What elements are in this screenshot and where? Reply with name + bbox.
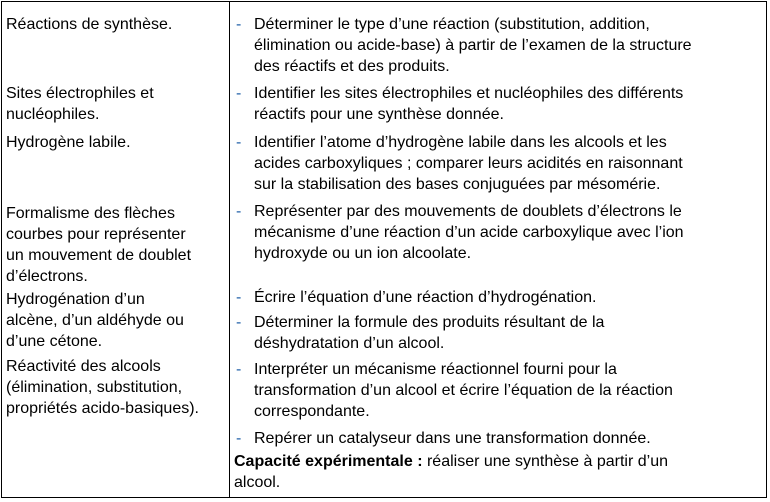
bullet-dash: -	[236, 203, 242, 220]
experimental-text-line1: réaliser une synthèse à partir d’un	[422, 453, 668, 470]
capacity-line: Identifier l’atome d’hydrogène labile dans les alcools et les	[254, 134, 667, 151]
notion-line: alcène, d’un aldéhyde ou	[6, 312, 184, 329]
capacity-line: Interpréter un mécanisme réactionnel fourni pour la	[254, 361, 617, 378]
notion-line: propriétés acido-basiques).	[6, 400, 199, 417]
capacity-line: correspondante.	[254, 403, 370, 420]
experimental-text-line2: alcool.	[234, 474, 281, 491]
capacity-line: des réactifs et des produits.	[254, 58, 450, 75]
experimental-capacity	[234, 451, 668, 472]
notion-line: courbes pour représenter	[6, 226, 186, 243]
experimental-label: Capacité expérimentale :	[234, 453, 423, 470]
bullet-dash: -	[236, 289, 242, 306]
capacity-line: sur la stabilisation des bases conjuguées par mésomérie.	[254, 176, 661, 193]
column-divider	[229, 1, 230, 498]
capacity-line: transformation d’un alcool et écrire l’équation de la réaction	[254, 382, 673, 399]
capacity-line: Repérer un catalyseur dans une transformation donnée.	[254, 430, 651, 447]
notion-line: Sites électrophiles et	[6, 85, 154, 102]
capacity-line: acides carboxyliques ; comparer leurs acidités en raisonnant	[254, 155, 683, 172]
notion-line: Formalisme des flèches	[6, 205, 175, 222]
capacity-line: Écrire l’équation d’une réaction d’hydrogénation.	[254, 289, 597, 306]
bullet-dash: -	[236, 134, 242, 151]
bullet-dash: -	[236, 314, 242, 331]
capacity-line: Déterminer la formule des produits résultant de la	[254, 314, 605, 331]
notion-line: Hydrogène labile.	[6, 134, 131, 151]
notion-line: (élimination, substitution,	[6, 379, 183, 396]
bullet-dash: -	[236, 361, 242, 378]
bullet-dash: -	[236, 430, 242, 447]
capacity-line: déshydratation d’un alcool.	[254, 335, 445, 352]
capacity-line: Déterminer le type d’une réaction (substitution, addition,	[254, 16, 650, 33]
notion-line: Réactivité des alcools	[6, 358, 161, 375]
notion-line: un mouvement de doublet	[6, 247, 192, 264]
capacity-line: élimination ou acide-base) à partir de l’examen de la structure	[254, 37, 692, 54]
notion-line: Réactions de synthèse.	[6, 16, 173, 33]
notion-line: d’électrons.	[6, 268, 88, 285]
notion-line: nucléophiles.	[6, 106, 100, 123]
capacity-line: réactifs pour une synthèse donnée.	[254, 106, 504, 123]
notion-line: Hydrogénation d’un	[6, 291, 145, 308]
bullet-dash: -	[236, 85, 242, 102]
capacity-line: hydroxyde ou un ion alcoolate.	[254, 245, 472, 262]
capacity-line: mécanisme d’une réaction d’un acide carboxylique avec l’ion	[254, 224, 684, 241]
capacity-line: Identifier les sites électrophiles et nucléophiles des différents	[254, 85, 684, 102]
notion-line: d’une cétone.	[6, 333, 103, 350]
capacity-line: Représenter par des mouvements de doublets d’électrons le	[254, 203, 682, 220]
bullet-dash: -	[236, 16, 242, 33]
